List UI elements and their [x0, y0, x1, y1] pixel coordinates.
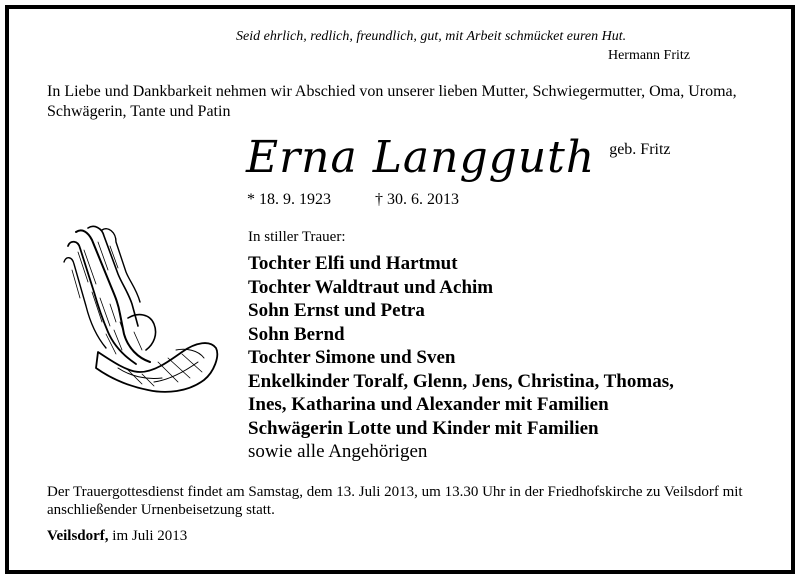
place-city: Veilsdorf, [47, 528, 109, 544]
mourner-item: Tochter Waldtraut und Achim [248, 276, 494, 298]
intro-text: In Liebe und Dankbarkeit nehmen wir Abschied von unserer lieben Mutter, Schwiegermutter, Oma, Uroma, Schwägerin, Tante und Patin [47, 83, 737, 120]
mourner-item: Sohn Ernst und Petra [248, 300, 425, 321]
mourner-item: Schwägerin Lotte und Kinder mit Familien [248, 417, 599, 439]
place-date [47, 528, 187, 545]
other-relatives: sowie alle Angehörigen [248, 441, 428, 462]
praying-hands-icon [58, 222, 223, 397]
birth-date: * 18. 9. 1923 [247, 191, 331, 208]
quote-text: Seid ehrlich, redlich, freundlich, gut, mit Arbeit schmücket euren Hut. [236, 29, 627, 44]
mourner-item: Tochter Simone und Sven [248, 347, 456, 368]
deceased-name-line [246, 128, 671, 188]
mourners-list [248, 252, 674, 464]
service-info: Der Trauergottesdienst findet am Samstag, dem 13. Juli 2013, um 13.30 Uhr in der Friedhofskirche zu Veilsdorf mit anschließender Urnenbeisetzung statt. [47, 484, 743, 518]
quote-block [236, 27, 690, 65]
mourner-item: Sohn Bernd [248, 323, 345, 345]
death-date: † 30. 6. 2013 [375, 191, 459, 208]
quote-author: Hermann Fritz [607, 48, 690, 63]
mourner-item: Tochter Elfi und Hartmut [248, 253, 458, 274]
mourner-item: Ines, Katharina und Alexander mit Familien [248, 394, 609, 415]
life-dates [247, 191, 459, 209]
mourner-item: Enkelkinder Toralf, Glenn, Jens, Christina, Thomas, [248, 370, 674, 392]
born-name: geb. Fritz [609, 141, 671, 158]
mourning-label: In stiller Trauer: [248, 229, 346, 245]
place-month: im Juli 2013 [112, 528, 188, 544]
deceased-name: Erna Langguth [246, 132, 596, 183]
